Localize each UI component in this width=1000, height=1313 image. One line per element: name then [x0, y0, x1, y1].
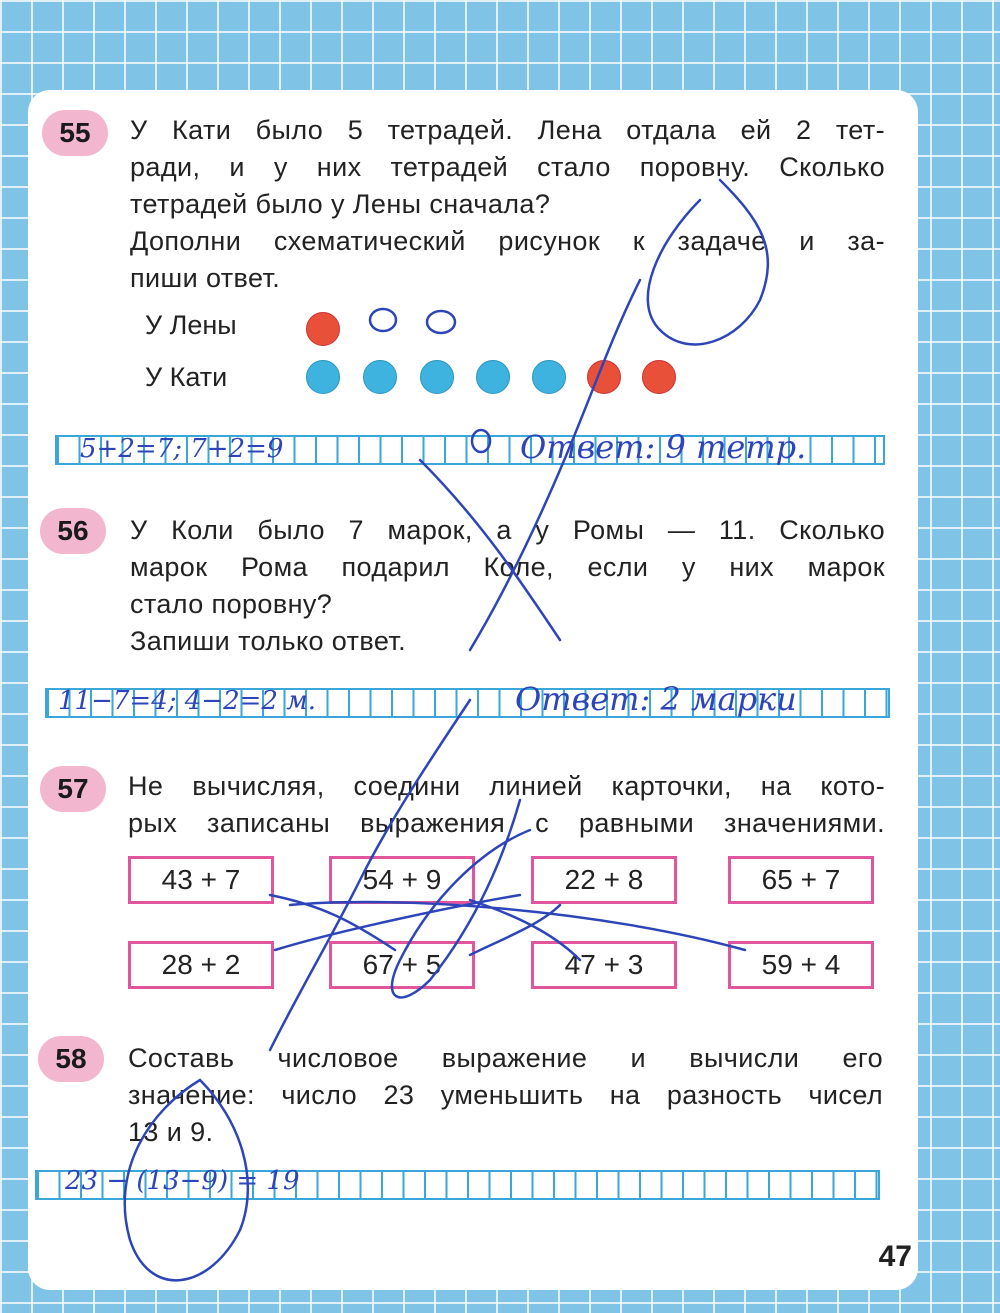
- katya-counter: [532, 360, 566, 394]
- katya-counter: [363, 360, 397, 394]
- problem-57-badge: 57: [40, 766, 106, 812]
- card-22-8[interactable]: 22 + 8: [531, 856, 677, 904]
- card-67-5[interactable]: 67 + 5: [329, 941, 475, 989]
- problem-56-badge: 56: [40, 508, 106, 554]
- problem-55-text: У Кати было 5 тетрадей. Лена отдала ей 2 тет- ради, и у них тетрадей стало поровну. Сколько тетрадей было у Лены сначала? Дополни схематический рисунок к задаче и за- пиши ответ.: [130, 115, 885, 293]
- p56-work: 11−7=4; 4−2=2 м.: [58, 686, 317, 716]
- katya-counter: [587, 360, 621, 394]
- katya-counter: [642, 360, 676, 394]
- problem-58-badge: 58: [38, 1036, 104, 1082]
- katya-counter: [476, 360, 510, 394]
- card-43-7[interactable]: 43 + 7: [128, 856, 274, 904]
- card-54-9[interactable]: 54 + 9: [329, 856, 475, 904]
- lena-counter: [306, 312, 340, 346]
- card-28-2[interactable]: 28 + 2: [128, 941, 274, 989]
- problem-58-text: Составь числовое выражение и вычисли его значение: число 23 уменьшить на разность чисел 13 и 9.: [128, 1043, 883, 1147]
- problem-55-badge: 55: [42, 110, 108, 156]
- lena-label: У Лены: [145, 310, 237, 340]
- p55-work: 5+2=7; 7+2=9: [80, 434, 284, 464]
- page-number: 47: [878, 1240, 912, 1273]
- p58-work: 23 − (13−9) = 19: [65, 1166, 300, 1196]
- katya-counter: [306, 360, 340, 394]
- katya-counter: [420, 360, 454, 394]
- card-59-4[interactable]: 59 + 4: [728, 941, 874, 989]
- problem-57-text: Не вычисляя, соедини линией карточки, на кото- рых записаны выражения с равными значениями.: [128, 771, 885, 838]
- p55-answer: Ответ: 9 тетр.: [520, 428, 807, 466]
- p56-answer: Ответ: 2 марки: [515, 680, 797, 718]
- problem-56-text: У Коли было 7 марок, а у Ромы — 11. Сколько марок Рома подарил Коле, если у них марок стало поровну? Запиши только ответ.: [130, 515, 885, 656]
- katya-label: У Кати: [145, 362, 228, 392]
- card-47-3[interactable]: 47 + 3: [531, 941, 677, 989]
- card-65-7[interactable]: 65 + 7: [728, 856, 874, 904]
